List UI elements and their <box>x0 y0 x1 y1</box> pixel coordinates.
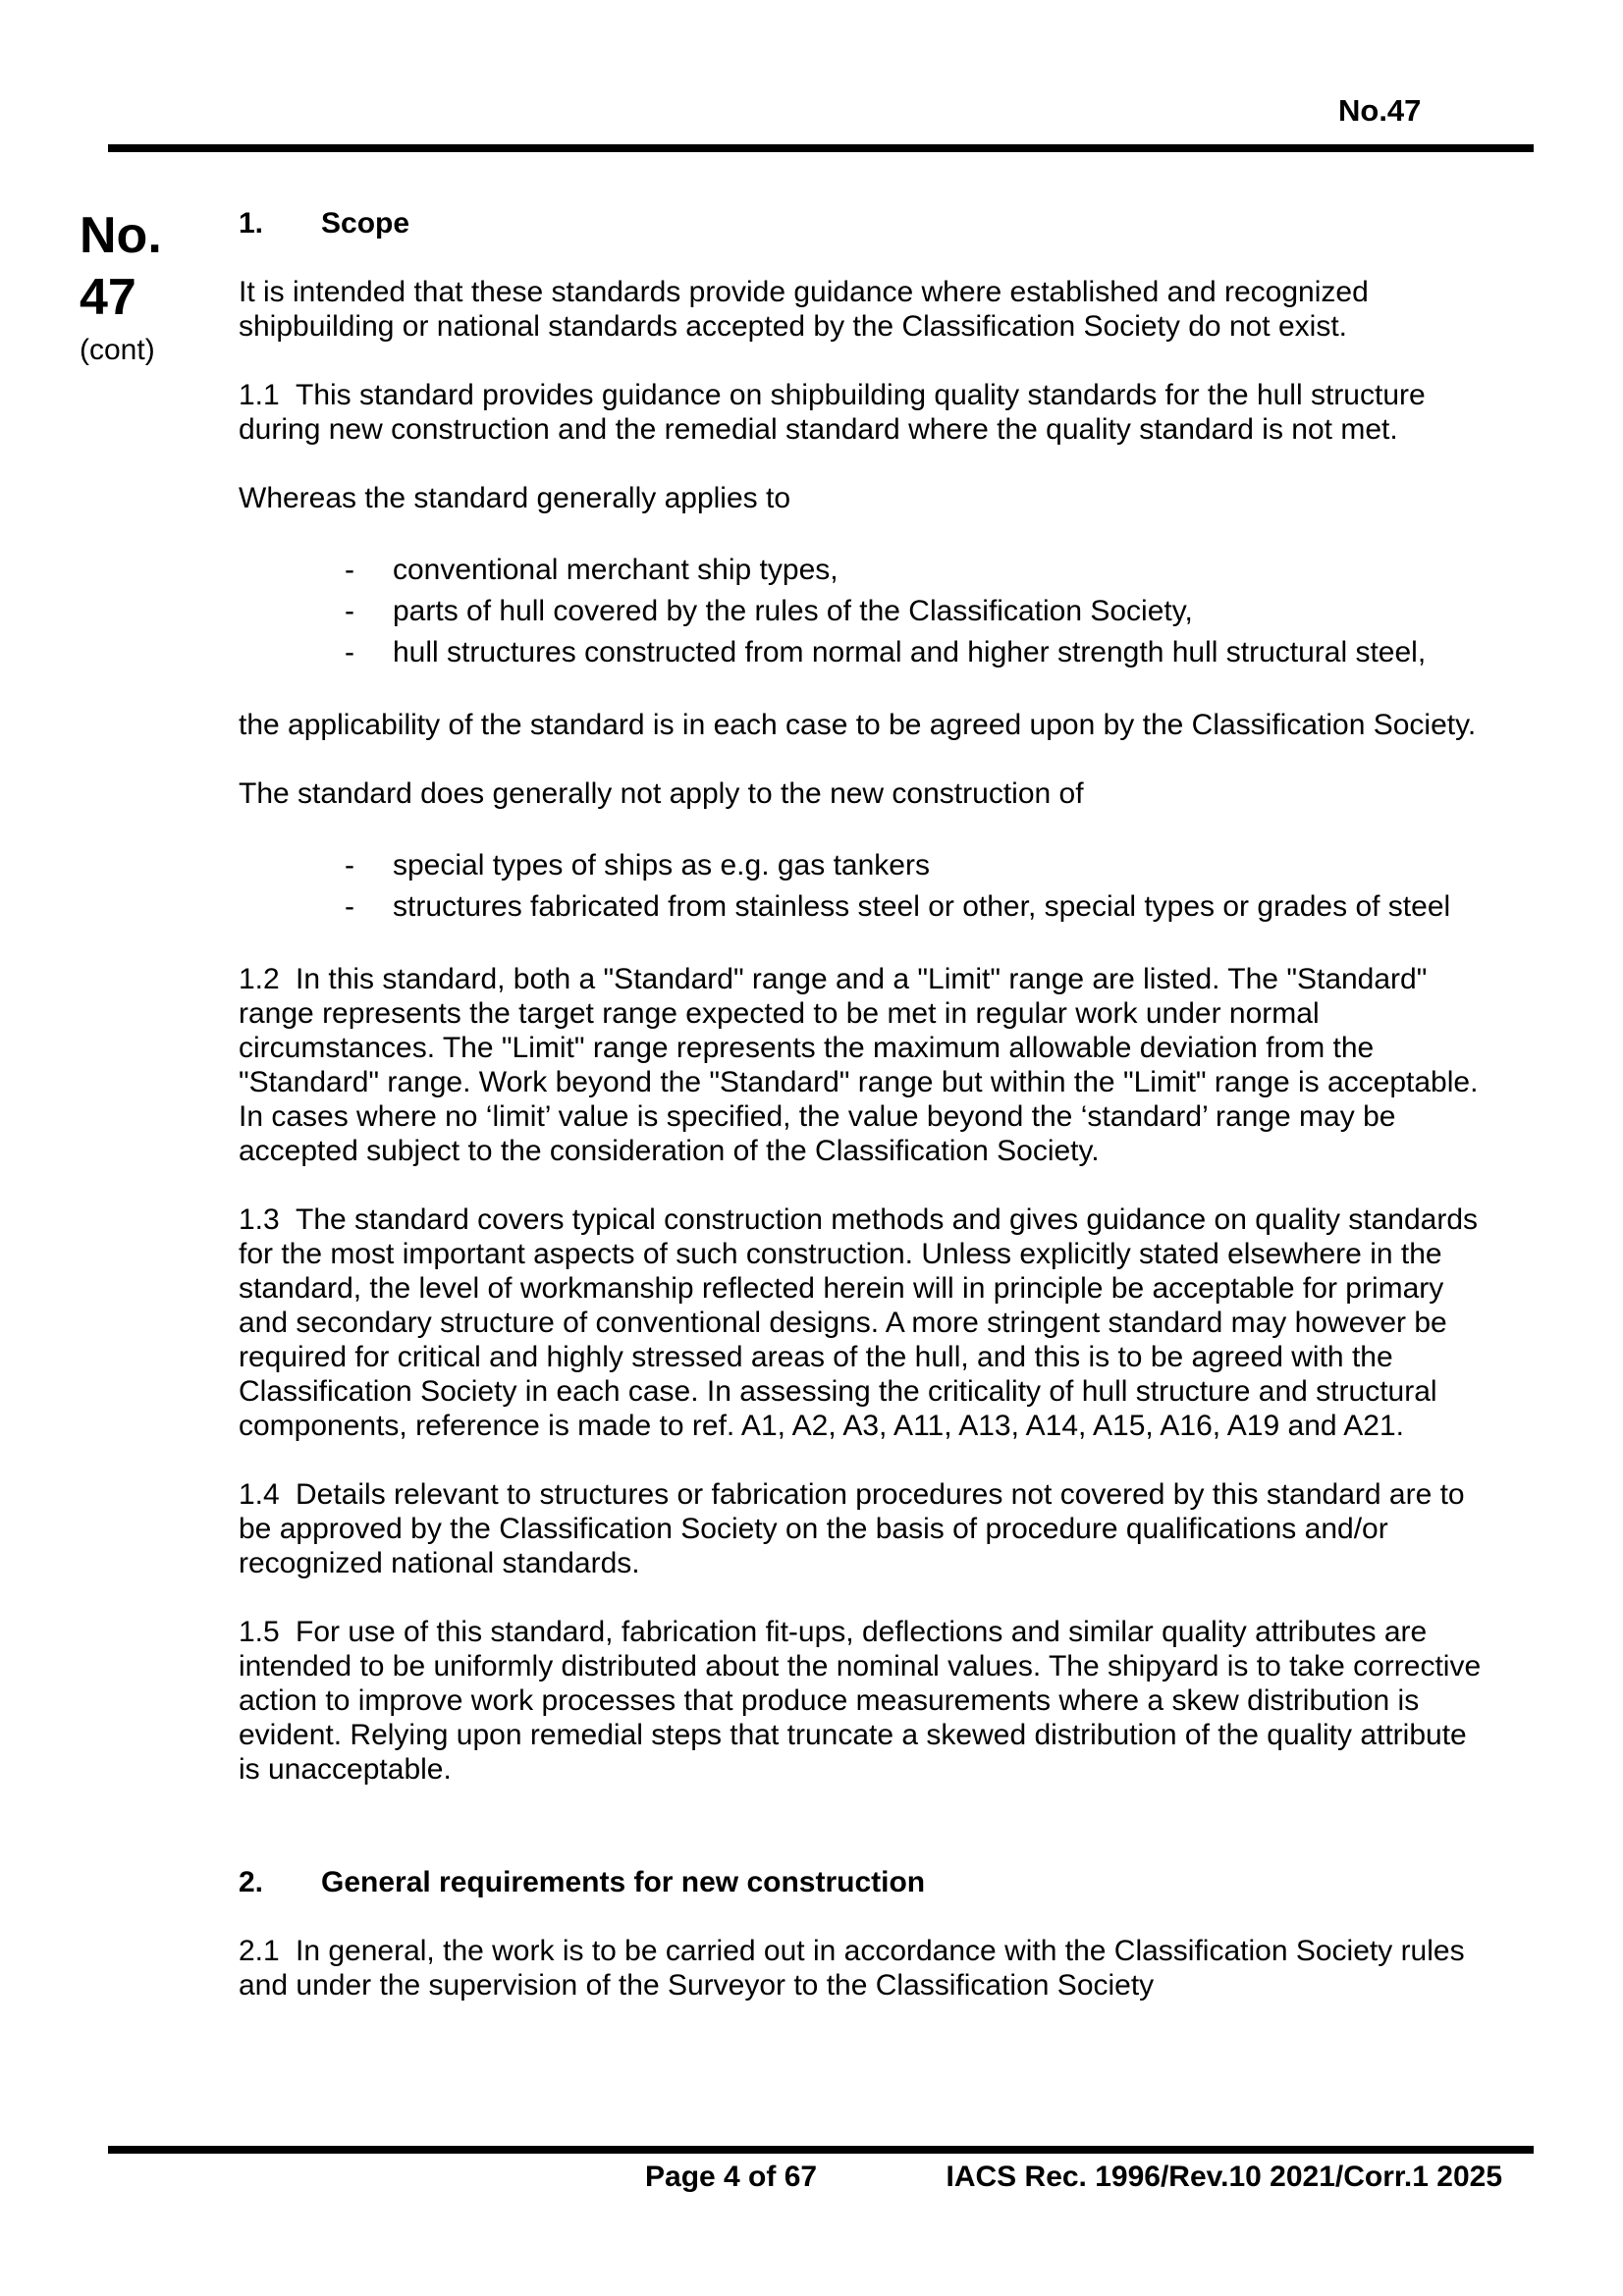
list-item <box>345 550 1484 591</box>
document-body <box>239 206 1484 2037</box>
paragraph-1-5-text: For use of this standard, fabrication fit-ups, deflections and similar quality attributes are intended to be uniformly distributed about the nominal values. The shipyard is to take corrective action to improve work processes that produce measurements where a skew distribution is evident. Relying upon remedial steps that truncate a skewed distribution of the quality attribute is unacceptable. <box>239 1616 1482 1786</box>
paragraph-1-5-number: 1.5 <box>239 1616 280 1648</box>
paragraph-1-5 <box>239 1615 1484 1787</box>
list-item-text: conventional merchant ship types, <box>393 554 839 586</box>
header-rule <box>108 144 1534 152</box>
section-2-heading <box>239 1865 1484 1899</box>
paragraph-1-3-text: The standard covers typical construction methods and gives guidance on quality standards for the most important aspects of such construction. Unless explicitly stated elsewhere in the standard, the level of workmanship reflected herein will in principle be acceptable for primary and secondary structure of conventional designs. A more stringent standard may however be required for critical and highly stressed areas of the hull, and this is to be agreed with the Classification Society in each case. In assessing the criticality of hull structure and structural components, reference is made to ref. A1, A2, A3, A11, A13, A14, A15, A16, A19 and A21. <box>239 1203 1479 1442</box>
paragraph-1-3 <box>239 1202 1484 1443</box>
paragraph-1-2 <box>239 962 1484 1168</box>
footer-page-number: Page 4 of 67 <box>645 2161 818 2193</box>
list-item-text: hull structures constructed from normal and higher strength hull structural steel, <box>393 636 1427 668</box>
dash-marker: - <box>345 849 354 881</box>
margin-label-47: 47 <box>80 269 136 326</box>
paragraph-1-1 <box>239 378 1484 447</box>
list-item <box>345 632 1484 673</box>
paragraph-2-1-number: 2.1 <box>239 1935 280 1967</box>
dash-marker: - <box>345 890 354 923</box>
margin-label-no: No. <box>80 207 162 264</box>
section-1-title: Scope <box>321 207 410 240</box>
paragraph-1-1-text: This standard provides guidance on shipbuilding quality standards for the hull structure during new construction and the remedial standard where the quality standard is not met. <box>239 379 1426 446</box>
list-item <box>345 886 1484 928</box>
list-item-text: parts of hull covered by the rules of the Classification Society, <box>393 595 1193 627</box>
section-2-number: 2. <box>239 1866 264 1898</box>
paragraph-1-4-text: Details relevant to structures or fabrication procedures not covered by this standard are to be approved by the Classification Society on the basis of procedure qualifications and/or recognized national standards. <box>239 1478 1465 1579</box>
header-doc-number: No.47 <box>1338 93 1422 128</box>
paragraph-1-2-text: In this standard, both a "Standard" range and a "Limit" range are listed. The "Standard" range represents the target range expected to be met in regular work under normal circumstances. The "Limit" range represents the maximum allowable deviation from the "Standard" range. Work beyond the "Standard" range but within the "Limit" range is acceptable. In cases where no ‘limit’ value is specified, the value beyond the ‘standard’ range may be accepted subject to the consideration of the Classification Society. <box>239 963 1479 1167</box>
section-2-title: General requirements for new construction <box>321 1866 926 1898</box>
footer-rule <box>108 2146 1534 2154</box>
list-item-text: special types of ships as e.g. gas tankers <box>393 849 930 881</box>
dash-marker: - <box>345 554 354 586</box>
list-item <box>345 591 1484 632</box>
list-item <box>345 845 1484 886</box>
paragraph-whereas: Whereas the standard generally applies to <box>239 482 791 514</box>
paragraph-2-1 <box>239 1934 1484 2002</box>
dash-marker: - <box>345 636 354 668</box>
section-1-number: 1. <box>239 207 264 240</box>
dash-marker: - <box>345 595 354 627</box>
paragraph-not-apply: The standard does generally not apply to the new construction of <box>239 777 1084 810</box>
not-apply-list <box>345 845 1484 928</box>
footer-revision-reference: IACS Rec. 1996/Rev.10 2021/Corr.1 2025 <box>946 2161 1502 2193</box>
paragraph-intro: It is intended that these standards provide guidance where established and recognized shipbuilding or national standards accepted by the Classification Society do not exist. <box>239 276 1369 343</box>
paragraph-1-4-number: 1.4 <box>239 1478 280 1511</box>
section-1-heading <box>239 206 1484 240</box>
applies-to-list <box>345 550 1484 673</box>
paragraph-1-1-number: 1.1 <box>239 379 280 411</box>
list-item-text: structures fabricated from stainless steel or other, special types or grades of steel <box>393 890 1451 923</box>
paragraph-1-3-number: 1.3 <box>239 1203 280 1236</box>
paragraph-applicability: the applicability of the standard is in each case to be agreed upon by the Classification Society. <box>239 709 1477 741</box>
margin-label <box>80 204 162 373</box>
paragraph-1-2-number: 1.2 <box>239 963 280 995</box>
paragraph-1-4 <box>239 1477 1484 1580</box>
margin-label-cont: (cont) <box>80 334 155 366</box>
paragraph-2-1-text: In general, the work is to be carried out in accordance with the Classification Society rules and under the supervision of the Surveyor to the Classification Society <box>239 1935 1465 2002</box>
